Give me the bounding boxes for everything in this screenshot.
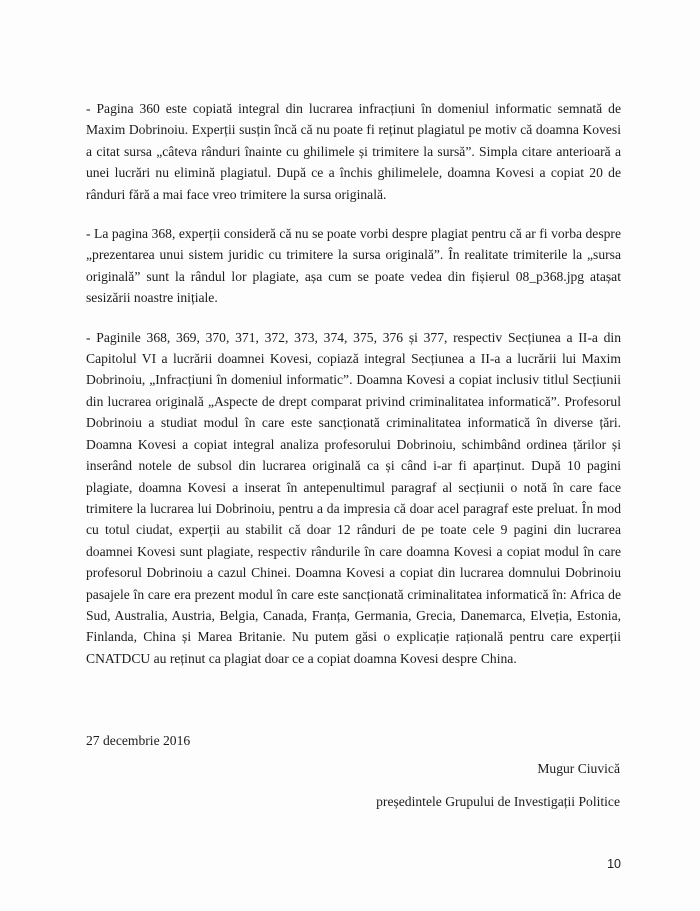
page-number: 10 bbox=[607, 857, 621, 871]
document-date: 27 decembrie 2016 bbox=[86, 733, 191, 748]
signature-name: Mugur Ciuvică bbox=[537, 761, 620, 776]
paragraph-page-368: - La pagina 368, experții consideră că nu se poate vorbi despre plagiat pentru că ar fi vorba despre „prezentarea unui sistem juridic cu trimitere la sursa originală”. În realitate trimiterile la „sursa originală” sunt la rândul lor plagiate, așa cum se poate vedea din fișierul 08_p368.jpg atașat sesizării noastre inițiale. bbox=[86, 226, 621, 306]
paragraph-pages-368-377: - Paginile 368, 369, 370, 371, 372, 373, 374, 375, 376 și 377, respectiv Secțiunea a II-a din Capitolul VI a lucrării doamnei Kovesi, copiază integral Secțiunea a II-a a lucrării lui Maxim Dobrinoiu, „Infracțiuni în domeniul informatic”. Doamna Kovesi a copiat inclusiv titlul Secțiunii din lucrarea originală „Aspecte de drept comparat privind criminalitatea informatică”. Profesorul Dobrinoiu a studiat modul în care este sancționată criminalitatea informatică în diverse țări. Doamna Kovesi a copiat integral analiza profesorului Dobrinoiu, schimbând ordinea țărilor și inserând notele de subsol din lucrarea originală ca și când i-ar fi aparținut. După 10 pagini plagiate, doamna Kovesi a inserat în antepenultimul paragraf al secțiunii o notă în care face trimitere la lucrarea lui Dobrinoiu, pentru a da impresia că doar acel paragraf este preluat. În mod cu totul ciudat, experții au stabilit că doar 12 rânduri de pe toate cele 9 pagini din lucrarea doamnei Kovesi sunt plagiate, respectiv rândurile în care doamna Kovesi a copiat modul în care profesorul Dobrinoiu a cazul Chinei. Doamna Kovesi a copiat din lucrarea domnului Dobrinoiu pasajele în care era prezent modul în care este sancționată criminalitatea informatică în: Africa de Sud, Australia, Austria, Belgia, Canada, Franța, Germania, Grecia, Danemarca, Elveția, Estonia, Finlanda, China și Marea Britanie. Nu putem găsi o explicație rațională pentru care experții CNATDCU au reținut ca plagiat doar ce a copiat doamna Kovesi despre China. bbox=[86, 329, 621, 666]
signature-role: președintele Grupului de Investigații Politice bbox=[376, 794, 620, 809]
paragraph-page-360: - Pagina 360 este copiată integral din lucrarea infracțiuni în domeniul informatic semnată de Maxim Dobrinoiu. Experții susțin încă că nu poate fi reținut plagiatul pe motiv că doamna Kovesi a citat sursa „câteva rânduri înainte cu ghilimele și trimitere la sursă”. Simpla citare anterioară a unei lucrări nu elimină plagiatul. După ce a închis ghilimelele, doamna Kovesi a copiat 20 de rânduri fără a mai face vreo trimitere la sursa originală. bbox=[86, 101, 621, 202]
document-body bbox=[86, 98, 621, 687]
